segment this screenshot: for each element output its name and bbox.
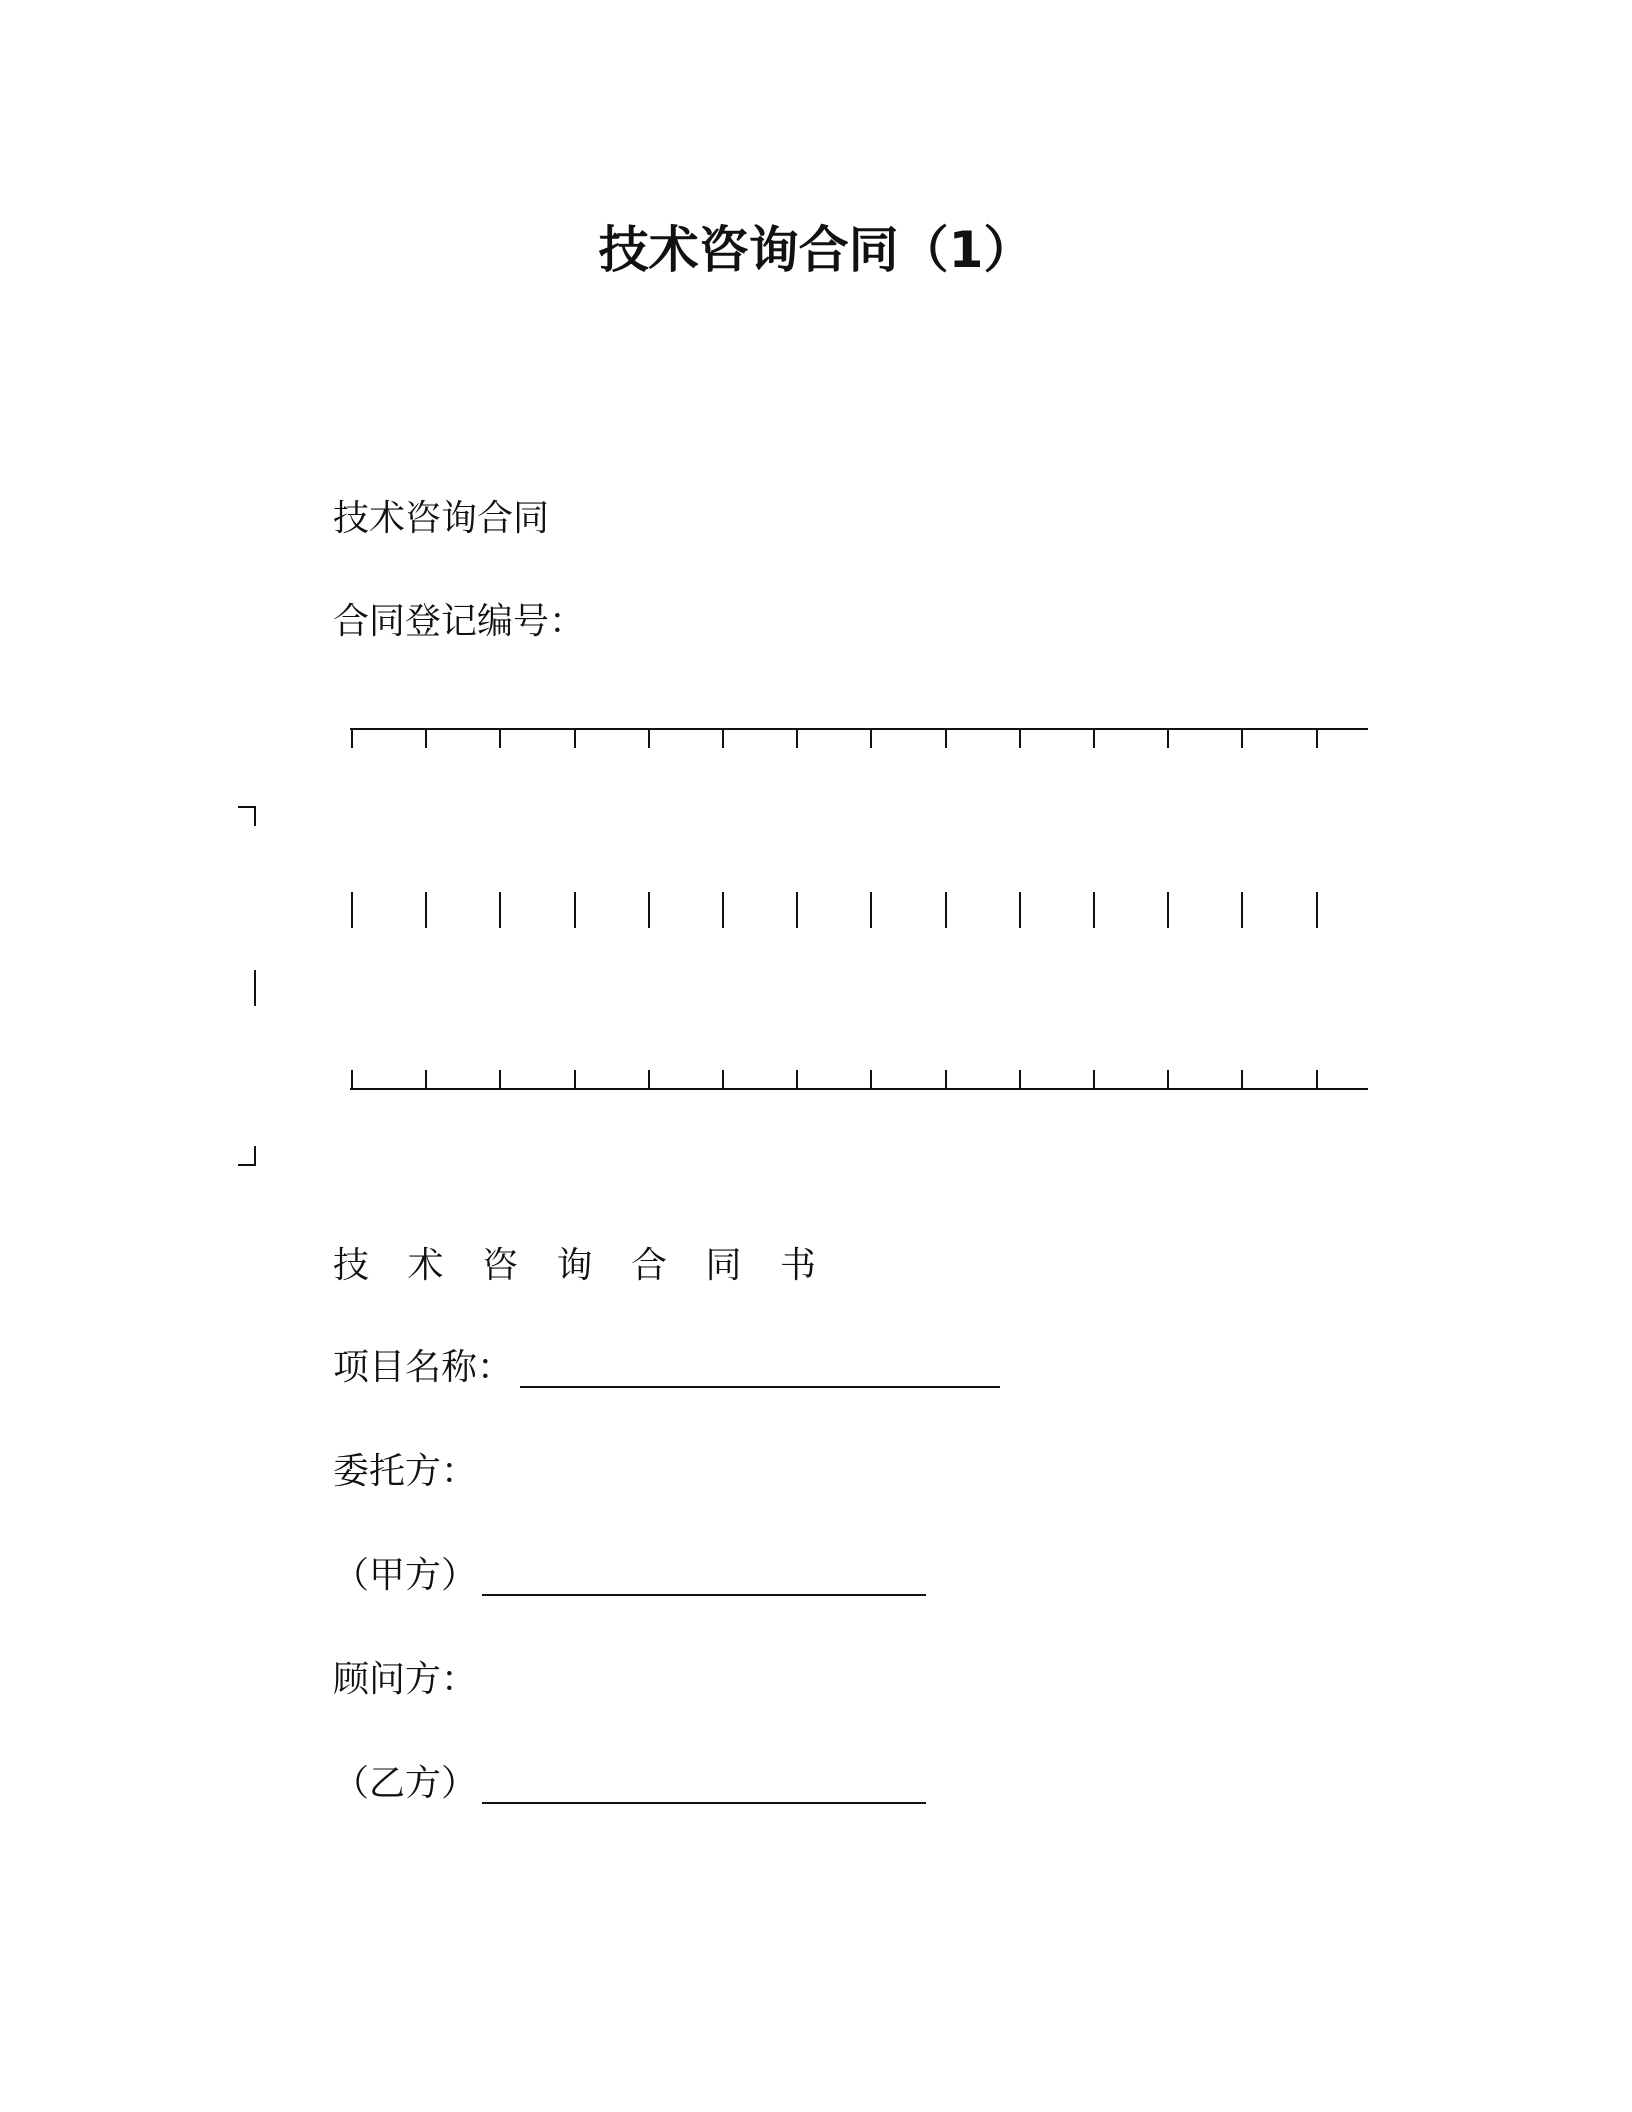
grid-top-tick [574, 728, 576, 748]
grid-bottom-tick [574, 1070, 576, 1090]
grid-cell-divider [1167, 892, 1169, 928]
grid-top-tick [1093, 728, 1095, 748]
grid-bottom-tick [796, 1070, 798, 1090]
grid-bottom-line [350, 1088, 1368, 1090]
grid-top-tick [425, 728, 427, 748]
project-name-blank[interactable] [520, 1386, 1000, 1388]
grid-top-line [350, 728, 1368, 730]
grid-top-tick [1241, 728, 1243, 748]
grid-bottom-tick [499, 1070, 501, 1090]
grid-cell-divider [722, 892, 724, 928]
consultant-label: 顾问方： [333, 1659, 478, 1700]
grid-corner-bottom [238, 1164, 256, 1166]
party-a-label: （甲方） [333, 1555, 478, 1596]
book-title-char: 咨 [482, 1245, 519, 1286]
book-title-char: 合 [631, 1245, 668, 1286]
grid-cell-divider [1316, 892, 1318, 928]
grid-bottom-tick [351, 1070, 353, 1090]
grid-top-tick [648, 728, 650, 748]
grid-bottom-tick [870, 1070, 872, 1090]
grid-corner-bottom-stem [254, 1146, 256, 1166]
grid-cell-divider [945, 892, 947, 928]
grid-bottom-tick [1316, 1070, 1318, 1090]
book-title-char: 技 [333, 1245, 370, 1286]
grid-top-tick [499, 728, 501, 748]
grid-top-tick [945, 728, 947, 748]
document-title: 技术咨询合同（1） [598, 221, 1034, 279]
client-label: 委托方： [333, 1451, 478, 1492]
grid-cell-divider [351, 892, 353, 928]
grid-bottom-tick [648, 1070, 650, 1090]
grid-cell-divider [648, 892, 650, 928]
project-name-label: 项目名称： [333, 1347, 514, 1388]
contract-subtitle: 技术咨询合同 [333, 498, 550, 539]
grid-cell-divider [796, 892, 798, 928]
grid-bottom-tick [1167, 1070, 1169, 1090]
grid-bottom-tick [1019, 1070, 1021, 1090]
book-title-char: 同 [705, 1245, 742, 1286]
grid-top-tick [1167, 728, 1169, 748]
grid-cell-divider [870, 892, 872, 928]
grid-bottom-tick [1241, 1070, 1243, 1090]
grid-top-tick [722, 728, 724, 748]
grid-top-tick [870, 728, 872, 748]
grid-cell-divider [1019, 892, 1021, 928]
book-title [333, 1242, 855, 1290]
party-b-blank[interactable] [482, 1802, 926, 1804]
book-title-char: 询 [556, 1245, 593, 1286]
grid-left-bar [254, 970, 256, 1006]
grid-cell-divider [574, 892, 576, 928]
grid-corner-top-stem [254, 806, 256, 826]
grid-cell-divider [1093, 892, 1095, 928]
grid-bottom-tick [722, 1070, 724, 1090]
grid-bottom-tick [945, 1070, 947, 1090]
grid-top-tick [1019, 728, 1021, 748]
grid-top-tick [796, 728, 798, 748]
book-title-char: 术 [407, 1245, 444, 1286]
grid-cell-divider [499, 892, 501, 928]
grid-top-tick [351, 728, 353, 748]
grid-top-tick [1316, 728, 1318, 748]
grid-bottom-tick [425, 1070, 427, 1090]
grid-cell-divider [425, 892, 427, 928]
book-title-char: 书 [780, 1245, 817, 1286]
registration-number-label: 合同登记编号： [333, 601, 586, 642]
grid-cell-divider [1241, 892, 1243, 928]
party-a-blank[interactable] [482, 1594, 926, 1596]
grid-bottom-tick [1093, 1070, 1095, 1090]
party-b-label: （乙方） [333, 1763, 478, 1804]
